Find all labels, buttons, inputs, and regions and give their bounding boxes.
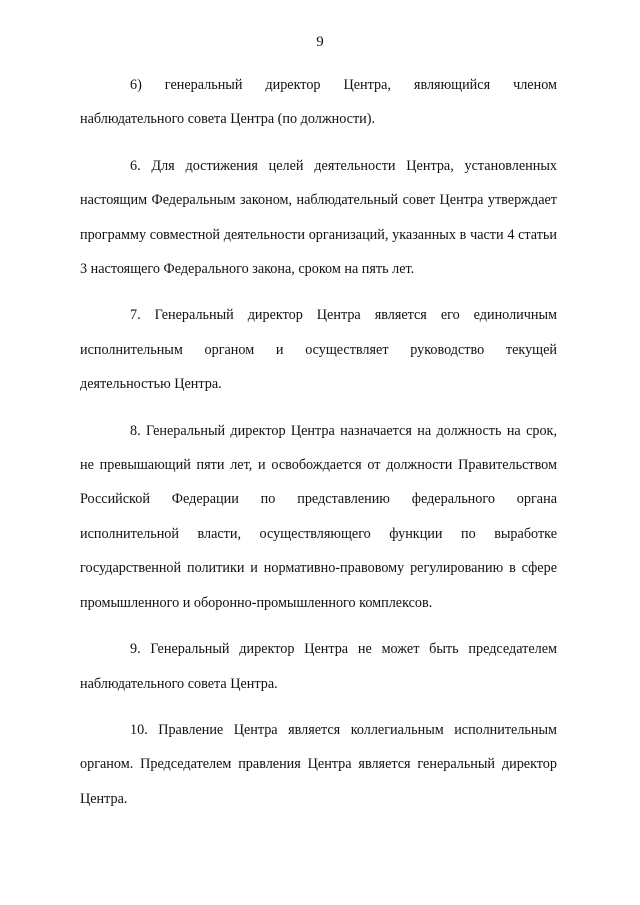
paragraph-8: 8. Генеральный директор Центра назначается на должность на срок, не превышающий пяти лет, и освобождается от должности Правительством Российской Федерации по представлению федерального органа исполнительной власти, осуществляющего функции по выработке государственной политики и нормативно-правовому регулированию в сфере промышленного и оборонно-промышленного комплексов.: [80, 422, 557, 611]
document-body: [80, 68, 557, 828]
list-item-6: 6) генеральный директор Центра, являющийся членом наблюдательного совета Центра (по должности).: [80, 77, 557, 128]
paragraph-10: 10. Правление Центра является коллегиальным исполнительным органом. Председателем правления Центра является генеральный директор Центра.: [80, 721, 557, 807]
page-number: 9: [316, 34, 324, 50]
paragraph-9: 9. Генеральный директор Центра не может быть председателем наблюдательного совета Центра.: [80, 641, 557, 692]
paragraph-6: 6. Для достижения целей деятельности Центра, установленных настоящим Федеральным законом, наблюдательный совет Центра утверждает программу совместной деятельности организаций, указанных в части 4 статьи 3 настоящего Федерального закона, сроком на пять лет.: [80, 157, 557, 278]
paragraph-7: 7. Генеральный директор Центра является его единоличным исполнительным органом и осуществляет руководство текущей деятельностью Центра.: [80, 307, 557, 393]
